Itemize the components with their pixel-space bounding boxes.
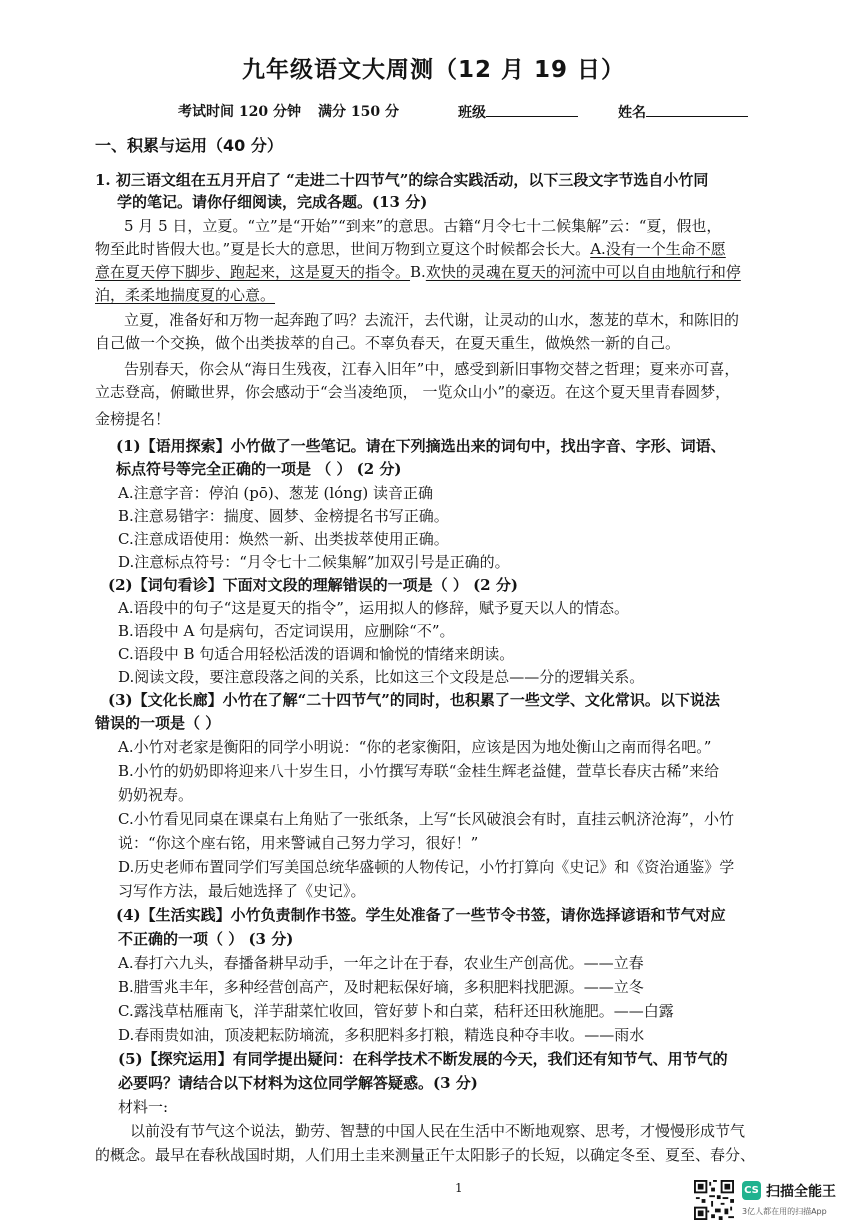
passage-line: [95, 262, 741, 282]
sub4-stem: (4)【生活实践】小竹负责制作书签。学生处准备了一些节令书签，请你选择谚语和节气对应: [116, 906, 726, 924]
sub3-option-d-cont: 习写作方法，最后她选择了《史记》。: [118, 882, 366, 900]
sentence-a-underlined: 意在夏天停下脚步、跑起来，这是夏天的指令。: [95, 263, 411, 281]
exam-time: 考试时间 120 分钟: [178, 104, 301, 120]
passage-line: [95, 285, 275, 305]
sentence-b-underlined: 泊，柔柔地揣度夏的心意。: [95, 286, 276, 304]
passage-line: 立夏，准备好和万物一起奔跑了吗？去流汗，去代谢，让灵动的山水，葱茏的草木，和陈旧的: [124, 311, 740, 329]
sub5-stem: (5)【探究运用】有同学提出疑问：在科学技术不断发展的今天，我们还有知节气、用节气的: [118, 1050, 728, 1068]
sub3-option-b-cont: 奶奶祝寿。: [118, 786, 194, 804]
brand-name: 扫描全能王: [766, 1184, 836, 1200]
sub2-option-c: C.语段中 B 句适合用轻松活泼的语调和愉悦的情绪来朗读。: [118, 645, 515, 663]
sub2-option-a: A.语段中的句子“这是夏天的指令”，运用拟人的修辞，赋予夏天以人的情态。: [118, 599, 629, 617]
sub4-option-d: D.春雨贵如油，顶凌耙耘防墒流，多积肥料多打粮，精选良种夺丰收。——雨水: [118, 1026, 645, 1044]
passage-line: 立志登高，俯瞰世界，你会感动于“会当凌绝顶， 一览众山小”的豪迈。在这个夏天里青春圆梦，: [95, 383, 731, 401]
sub4-option-c: C.露浅草枯雁南飞，洋芋甜菜忙收回，管好萝卜和白菜，秸秆还田秋施肥。——白露: [118, 1002, 674, 1020]
class-field: [458, 102, 578, 123]
sub1-stem: (1)【语用探索】小竹做了一些笔记。请在下列摘选出来的词句中，找出字音、字形、词语、: [116, 437, 726, 455]
class-blank: [486, 102, 578, 117]
name-blank: [646, 102, 748, 117]
sub3-option-a: A.小竹对老家是衡阳的同学小明说：“你的老家衡阳，应该是因为地处衡山之南而得名吧。”: [118, 738, 712, 756]
sub5-stem: 必要吗？请结合以下材料为这位同学解答疑惑。(3 分): [118, 1074, 478, 1092]
sub3-stem: 错误的一项是（ ）: [95, 714, 221, 732]
brand-slogan: 3亿人都在用的扫描App: [742, 1207, 827, 1216]
full-score: 满分 150 分: [318, 104, 399, 120]
sub1-option-a: A.注意字音：停泊 (pō)、葱茏 (lóng) 读音正确: [118, 484, 434, 502]
passage-line: 告别春天，你会从“海日生残夜，江春入旧年”中，感受到新旧事物交替之哲理；夏来亦可喜，: [124, 360, 740, 378]
sub4-option-b: B.腊雪兆丰年，多种经营创高产，及时耙耘保好墒，多积肥料找肥源。——立冬: [118, 978, 644, 996]
scanner-watermark: [694, 1180, 844, 1226]
page-title: 九年级语文大周测（12 月 19 日）: [241, 57, 626, 83]
class-label: 班级: [458, 105, 486, 121]
passage-line: [95, 239, 726, 259]
sub1-stem: 标点符号等完全正确的一项是 （ ） (2 分): [116, 460, 402, 478]
sub3-option-c-cont: 说：“你这个座右铭，用来警诫自己努力学习，很好！”: [118, 834, 479, 852]
q1-intro: 学的笔记。请你仔细阅读，完成各题。(13 分): [117, 193, 428, 211]
page-number: 1: [455, 1181, 463, 1195]
sub2-stem: (2)【词句看诊】下面对文段的理解错误的一项是（ ） (2 分): [108, 576, 518, 594]
name-label: 姓名: [618, 105, 646, 121]
passage-text: 物至此时皆假大也。”夏是长大的意思，世间万物到立夏这个时候都会长大。: [95, 240, 591, 258]
sub1-option-d: D.注意标点符号：“月令七十二候集解”加双引号是正确的。: [118, 553, 510, 571]
section-heading: 一、积累与运用（40 分）: [95, 136, 283, 155]
passage-line: 金榜提名！: [95, 410, 171, 428]
qr-code-icon: [694, 1180, 734, 1220]
sub4-option-a: A.春打六九头，春播备耕早动手，一年之计在于春，农业生产创高优。——立春: [118, 954, 644, 972]
sub4-stem: 不正确的一项（ ） (3 分): [118, 930, 294, 948]
material-text: 以前没有节气这个说法，勤劳、智慧的中国人民在生活中不断地观察、思考，才慢慢形成节气: [130, 1122, 746, 1140]
passage-line: 自己做一个交换，做个出类拔萃的自己。不辜负春天，在夏天重生，做焕然一新的自己。: [95, 334, 681, 352]
camscanner-logo-icon: CS: [742, 1181, 761, 1200]
sub3-stem: (3)【文化长廊】小竹在了解“二十四节气”的同时，也积累了一些文学、文化常识。以下说法: [108, 691, 720, 709]
material-label: 材料一:: [118, 1098, 169, 1116]
sentence-b-marker: B.: [410, 263, 426, 281]
passage-line: 5 月 5 日，立夏。“立”是“开始”“到来”的意思。古籍“月令七十二候集解”云：“夏，假也，: [124, 217, 722, 235]
sub1-option-b: B.注意易错字：揣度、圆梦、金榜提名书写正确。: [118, 507, 449, 525]
sentence-a-underlined: A.没有一个生命不愿: [590, 240, 726, 258]
q1-intro: 1. 初三语文组在五月开启了 “走进二十四节气”的综合实践活动，以下三段文字节选自小竹同: [95, 171, 709, 189]
sub2-option-d: D.阅读文段，要注意段落之间的关系，比如这三个文段是总——分的逻辑关系。: [118, 668, 645, 686]
sub3-option-d: D.历史老师布置同学们写美国总统华盛顿的人物传记，小竹打算向《史记》和《资治通鉴》学: [118, 858, 735, 876]
sub2-option-b: B.语段中 A 句是病句，否定词误用，应删除“不”。: [118, 622, 455, 640]
sub1-option-c: C.注意成语使用：焕然一新、出类拔萃使用正确。: [118, 530, 449, 548]
sub3-option-b: B.小竹的奶奶即将迎来八十岁生日，小竹撰写寿联“金桂生辉老益健，萱草长春庆古稀”来给: [118, 762, 720, 780]
material-text: 的概念。最早在春秋战国时期，人们用土圭来测量正午太阳影子的长短，以确定冬至、夏至、春分、: [95, 1146, 756, 1164]
sub3-option-c: C.小竹看见同桌在课桌右上角贴了一张纸条，上写“长风破浪会有时，直挂云帆济沧海”，小竹: [118, 810, 735, 828]
sentence-b-underlined: 欢快的灵魂在夏天的河流中可以自由地航行和停: [425, 263, 741, 281]
name-field: [618, 102, 748, 123]
